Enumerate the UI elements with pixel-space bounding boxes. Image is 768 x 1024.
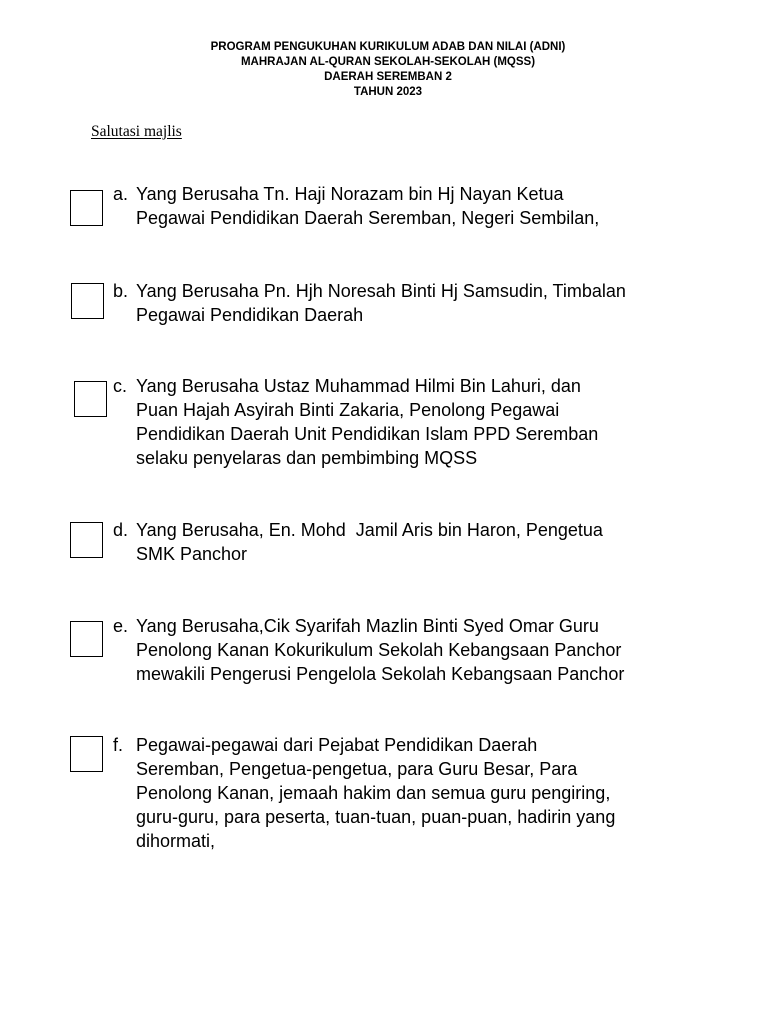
item-line: Yang Berusaha Tn. Haji Norazam bin Hj Nayan Ketua bbox=[136, 184, 564, 204]
header-district: DAERAH SEREMBAN 2 bbox=[324, 71, 452, 83]
header-event-title: MAHRAJAN AL-QURAN SEKOLAH-SEKOLAH (MQSS) bbox=[240, 56, 536, 68]
item-marker-c: c. bbox=[113, 376, 128, 396]
item-marker-a: a. bbox=[113, 184, 129, 204]
item-line: Yang Berusaha,Cik Syarifah Mazlin Binti Syed Omar Guru bbox=[136, 616, 599, 636]
item-line: Penolong Kanan, jemaah hakim dan semua guru pengiring, bbox=[136, 783, 611, 803]
checkbox-d[interactable] bbox=[70, 522, 103, 558]
item-text-e bbox=[136, 614, 716, 686]
item-line: SMK Panchor bbox=[136, 544, 248, 564]
item-line: mewakili Pengerusi Pengelola Sekolah Kebangsaan Panchor bbox=[136, 664, 625, 684]
salutasi-heading: Salutasi majlis bbox=[91, 123, 182, 140]
item-marker-e: e. bbox=[113, 616, 129, 636]
checkbox-b[interactable] bbox=[71, 283, 104, 319]
item-line: Yang Berusaha, En. Mohd Jamil Aris bin Haron, Pengetua bbox=[136, 520, 603, 540]
item-line: Penolong Kanan Kokurikulum Sekolah Kebangsaan Panchor bbox=[136, 640, 622, 660]
item-line: guru-guru, para peserta, tuan-tuan, puan-puan, hadirin yang bbox=[136, 807, 616, 827]
item-text-d bbox=[136, 518, 716, 566]
checkbox-c[interactable] bbox=[74, 381, 107, 417]
document-header bbox=[0, 40, 768, 100]
item-text-f bbox=[136, 733, 716, 853]
item-line: Pegawai Pendidikan Daerah bbox=[136, 305, 364, 325]
item-line: Seremban, Pengetua-pengetua, para Guru Besar, Para bbox=[136, 759, 578, 779]
header-year: TAHUN 2023 bbox=[353, 86, 423, 98]
header-program-title: PROGRAM PENGUKUHAN KURIKULUM ADAB DAN NILAI (ADNI) bbox=[210, 41, 566, 53]
checkbox-f[interactable] bbox=[70, 736, 103, 772]
item-text-a bbox=[136, 182, 716, 230]
item-line: dihormati, bbox=[136, 831, 216, 851]
item-marker-f: f. bbox=[113, 735, 124, 755]
item-marker-d: d. bbox=[113, 520, 129, 540]
item-text-c bbox=[136, 374, 716, 470]
item-line: Yang Berusaha Pn. Hjh Noresah Binti Hj Samsudin, Timbalan bbox=[136, 281, 626, 301]
item-line: Pegawai Pendidikan Daerah Seremban, Negeri Sembilan, bbox=[136, 208, 600, 228]
item-line: Pendidikan Daerah Unit Pendidikan Islam PPD Seremban bbox=[136, 424, 599, 444]
item-text-b bbox=[136, 279, 716, 327]
checkbox-e[interactable] bbox=[70, 621, 103, 657]
item-line: Pegawai-pegawai dari Pejabat Pendidikan Daerah bbox=[136, 735, 538, 755]
item-marker-b: b. bbox=[113, 281, 129, 301]
checkbox-a[interactable] bbox=[70, 190, 103, 226]
item-line: Yang Berusaha Ustaz Muhammad Hilmi Bin Lahuri, dan bbox=[136, 376, 581, 396]
item-line: selaku penyelaras dan pembimbing MQSS bbox=[136, 448, 478, 468]
item-line: Puan Hajah Asyirah Binti Zakaria, Penolong Pegawai bbox=[136, 400, 560, 420]
